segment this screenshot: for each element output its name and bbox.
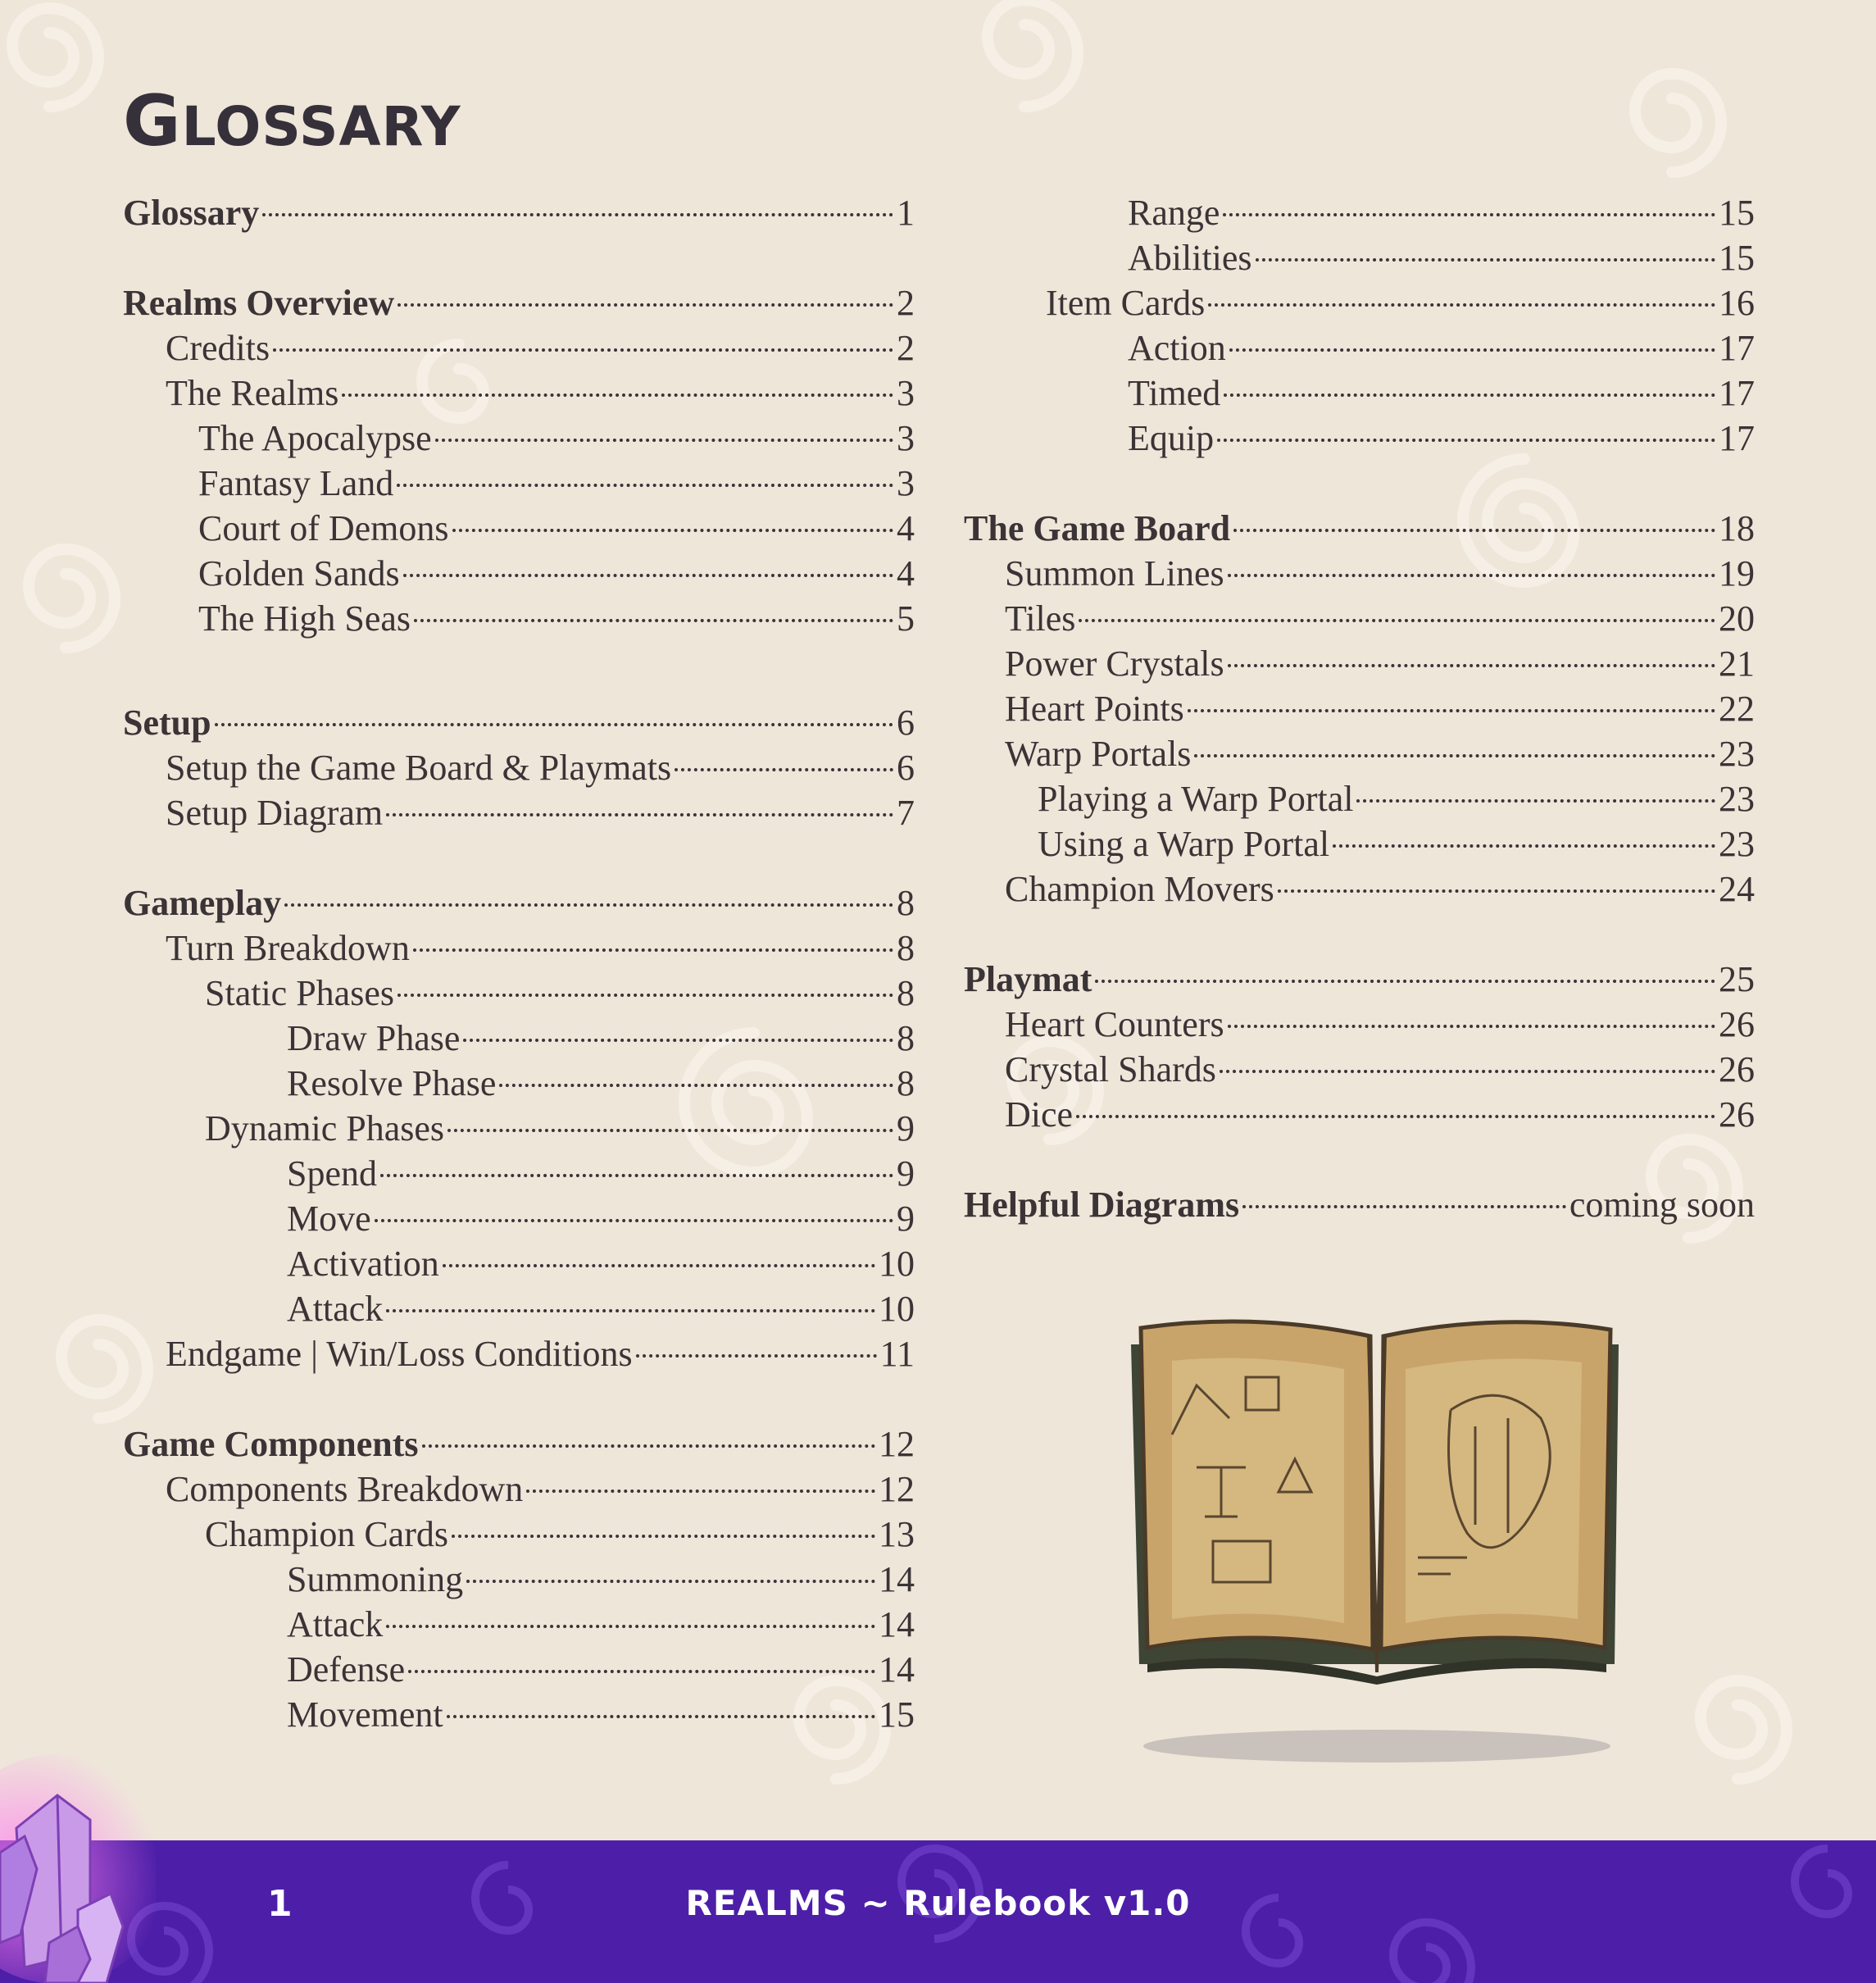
open-book-icon: [1123, 1312, 1631, 1771]
toc-leader-dots: [1228, 574, 1715, 577]
toc-entry-page: 12: [879, 1423, 915, 1464]
toc-entry-title: Resolve Phase: [287, 1062, 497, 1103]
toc-entry-using-a-warp-portal[interactable]: [1038, 821, 1755, 866]
toc-entry-title: Equip: [1128, 418, 1215, 458]
toc-entry-title: Crystal Shards: [1005, 1049, 1216, 1089]
toc-entry-title: Tiles: [1005, 598, 1076, 639]
toc-entry-page: 23: [1719, 734, 1755, 774]
toc-entry-title: Activation: [287, 1243, 439, 1284]
toc-entry-page: 8: [897, 882, 915, 923]
toc-entry-playmat[interactable]: [964, 957, 1755, 1002]
toc-leader-dots: [1356, 799, 1715, 803]
toc-entry-title: The Apocalypse: [198, 418, 432, 458]
toc-leader-dots: [386, 1625, 875, 1628]
toc-entry-page: 16: [1719, 283, 1755, 323]
toc-entry-page: 24: [1719, 869, 1755, 909]
toc-leader-dots: [1217, 439, 1715, 442]
toc-entry-setup-diagram[interactable]: [166, 790, 915, 835]
toc-entry-golden-sands[interactable]: [198, 551, 915, 596]
toc-entry-title: Range: [1128, 193, 1220, 233]
toc-entry-page: 18: [1719, 508, 1755, 548]
toc-entry-attack[interactable]: [287, 1602, 915, 1647]
toc-entry-title: Defense: [287, 1649, 406, 1690]
toc-entry-page: 12: [879, 1468, 915, 1509]
toc-entry-title: Attack: [287, 1603, 384, 1644]
toc-entry-abilities[interactable]: [1128, 235, 1755, 280]
toc-entry-move[interactable]: [287, 1196, 915, 1241]
toc-entry-page: 26: [1719, 1049, 1755, 1089]
toc-entry-champion-movers[interactable]: [1005, 866, 1755, 912]
toc-leader-dots: [443, 1264, 875, 1267]
toc-leader-dots: [1278, 889, 1715, 893]
toc-leader-dots: [422, 1444, 875, 1448]
toc-entry-page: 9: [897, 1198, 915, 1239]
toc-entry-title: Dynamic Phases: [205, 1107, 445, 1148]
toc-leader-dots: [1223, 213, 1715, 216]
toc-entry-range[interactable]: [1128, 190, 1755, 235]
toc-entry-page: 2: [897, 283, 915, 323]
toc-entry-title: Dice: [1005, 1094, 1074, 1135]
toc-entry-title: Helpful Diagrams: [964, 1185, 1240, 1225]
toc-entry-title: Components Breakdown: [166, 1468, 524, 1509]
toc-leader-dots: [526, 1490, 875, 1493]
toc-leader-dots: [375, 1219, 893, 1222]
toc-entry-page: 14: [879, 1603, 915, 1644]
toc-entry-title: Endgame | Win/Loss Conditions: [166, 1333, 633, 1374]
toc-entry-page: 8: [897, 972, 915, 1013]
toc-entry-page: 19: [1719, 553, 1755, 594]
toc-entry-page: 3: [897, 418, 915, 458]
toc-entry-title: Champion Cards: [205, 1513, 448, 1554]
toc-entry-page: 6: [897, 702, 915, 743]
toc-entry-page: 4: [897, 508, 915, 548]
toc-entry-movement[interactable]: [287, 1692, 915, 1737]
toc-entry-title: Golden Sands: [198, 553, 400, 594]
toc-entry-attack[interactable]: [287, 1286, 915, 1331]
toc-entry-page: 13: [879, 1513, 915, 1554]
toc-leader-dots: [413, 948, 893, 952]
toc-entry-page: 10: [879, 1243, 915, 1284]
toc-entry-resolve-phase[interactable]: [287, 1061, 915, 1106]
toc-entry-title: Static Phases: [205, 972, 394, 1013]
toc-entry-gameplay[interactable]: [123, 880, 915, 926]
toc-leader-dots: [1208, 303, 1715, 307]
toc-entry-title: Setup Diagram: [166, 792, 384, 833]
toc-entry-power-crystals[interactable]: [1005, 641, 1755, 686]
toc-entry-title: Summoning: [287, 1558, 464, 1599]
toc-leader-dots: [1233, 529, 1715, 532]
toc-leader-dots: [1224, 393, 1715, 397]
toc-entry-page: 9: [897, 1107, 915, 1148]
toc-leader-dots: [284, 903, 893, 907]
toc-entry-page: 14: [879, 1558, 915, 1599]
toc-entry-tiles[interactable]: [1005, 596, 1755, 641]
toc-entry-crystal-shards[interactable]: [1005, 1047, 1755, 1092]
toc-entry-title: Abilities: [1128, 238, 1252, 278]
toc-leader-dots: [262, 213, 893, 216]
toc-leader-dots: [1333, 844, 1715, 848]
toc-entry-summon-lines[interactable]: [1005, 551, 1755, 596]
toc-entry-the-game-board[interactable]: [964, 506, 1755, 551]
toc-entry-page: 23: [1719, 779, 1755, 819]
toc-entry-title: Move: [287, 1198, 371, 1239]
toc-entry-page: 17: [1719, 373, 1755, 413]
toc-leader-dots: [499, 1084, 893, 1087]
toc-entry-court-of-demons[interactable]: [198, 506, 915, 551]
toc-leader-dots: [397, 484, 893, 487]
toc-entry-dynamic-phases[interactable]: [205, 1106, 915, 1151]
toc-leader-dots: [447, 1129, 893, 1132]
toc-entry-page: 21: [1719, 644, 1755, 684]
toc-entry-title: Heart Points: [1005, 689, 1184, 729]
toc-entry-title: Warp Portals: [1005, 734, 1192, 774]
toc-entry-page: 7: [897, 792, 915, 833]
toc-leader-dots: [380, 1174, 893, 1177]
toc-leader-dots: [466, 1580, 875, 1583]
toc-entry-warp-portals[interactable]: [1005, 731, 1755, 776]
toc-entry-item-cards[interactable]: [1046, 280, 1755, 325]
toc-entry-page: 17: [1719, 418, 1755, 458]
toc-leader-dots: [1095, 980, 1715, 983]
toc-entry-page: 26: [1719, 1004, 1755, 1044]
toc-entry-spend[interactable]: [287, 1151, 915, 1196]
toc-leader-dots: [447, 1715, 875, 1718]
toc-leader-dots: [636, 1354, 877, 1358]
toc-entry-title: Setup the Game Board & Playmats: [166, 747, 672, 788]
toc-leader-dots: [1194, 754, 1715, 757]
toc-entry-title: Power Crystals: [1005, 644, 1224, 684]
toc-entry-the-realms[interactable]: [166, 371, 915, 416]
toc-entry-components-breakdown[interactable]: [166, 1467, 915, 1512]
toc-entry-page: 9: [897, 1153, 915, 1194]
toc-entry-the-apocalypse[interactable]: [198, 416, 915, 461]
toc-entry-title: Attack: [287, 1288, 384, 1329]
toc-entry-page: 15: [1719, 238, 1755, 278]
toc-entry-page: 8: [897, 1017, 915, 1058]
toc-entry-page: 4: [897, 553, 915, 594]
toc-leader-dots: [452, 529, 893, 532]
footer-bar: [0, 1840, 1876, 1983]
toc-entry-page: 3: [897, 373, 915, 413]
toc-entry-title: Playing a Warp Portal: [1038, 779, 1354, 819]
toc-entry-glossary[interactable]: [123, 190, 915, 235]
toc-entry-page: 10: [879, 1288, 915, 1329]
toc-entry-page: 23: [1719, 824, 1755, 864]
toc-entry-title: Draw Phase: [287, 1017, 461, 1058]
toc-entry-draw-phase[interactable]: [287, 1016, 915, 1061]
toc-entry-title: Game Components: [123, 1423, 419, 1464]
toc-entry-title: Champion Movers: [1005, 869, 1274, 909]
toc-leader-dots: [463, 1039, 893, 1042]
toc-entry-action[interactable]: [1128, 325, 1755, 371]
toc-entry-page: 22: [1719, 689, 1755, 729]
toc-entry-page: 6: [897, 747, 915, 788]
toc-leader-dots: [1220, 1070, 1715, 1073]
toc-leader-dots: [1229, 348, 1715, 352]
toc-leader-dots: [414, 619, 893, 622]
crystal-icon: [0, 1730, 156, 1983]
toc-entry-timed[interactable]: [1128, 371, 1755, 416]
toc-entry-page: 15: [1719, 193, 1755, 233]
toc-entry-heart-counters[interactable]: [1005, 1002, 1755, 1047]
toc-entry-defense[interactable]: [287, 1647, 915, 1692]
toc-entry-title: Item Cards: [1046, 283, 1206, 323]
toc-leader-dots: [435, 439, 893, 442]
toc-entry-page: 15: [879, 1694, 915, 1735]
toc-leader-dots: [215, 723, 893, 726]
toc-entry-title: Setup: [123, 702, 211, 743]
toc-entry-title: Credits: [166, 328, 270, 368]
toc-entry-title: The Realms: [166, 373, 339, 413]
toc-leader-dots: [386, 813, 893, 816]
toc-entry-heart-points[interactable]: [1005, 686, 1755, 731]
toc-entry-title: Action: [1128, 328, 1226, 368]
toc-entry-page: 5: [897, 598, 915, 639]
toc-entry-realms-overview[interactable]: [123, 280, 915, 325]
toc-entry-title: The High Seas: [198, 598, 411, 639]
page-title: GLOSSARY: [123, 80, 461, 162]
toc-entry-setup[interactable]: [123, 700, 915, 745]
toc-entry-page: 25: [1719, 959, 1755, 999]
toc-entry-title: Glossary: [123, 193, 260, 233]
toc-entry-page: 8: [897, 1062, 915, 1103]
toc-leader-dots: [675, 768, 893, 771]
toc-entry-page: 14: [879, 1649, 915, 1690]
toc-leader-dots: [403, 574, 893, 577]
toc-entry-the-high-seas[interactable]: [198, 596, 915, 641]
toc-entry-page: 2: [897, 328, 915, 368]
toc-entry-title: Heart Counters: [1005, 1004, 1224, 1044]
toc-entry-title: Realms Overview: [123, 283, 395, 323]
toc-entry-turn-breakdown[interactable]: [166, 926, 915, 971]
toc-leader-dots: [1242, 1205, 1566, 1208]
toc-entry-helpful-diagrams[interactable]: [964, 1182, 1755, 1227]
toc-entry-dice[interactable]: [1005, 1092, 1755, 1137]
toc-entry-page: 11: [879, 1333, 915, 1374]
toc-entry-champion-cards[interactable]: [205, 1512, 915, 1557]
toc-entry-title: The Game Board: [964, 508, 1231, 548]
toc-leader-dots: [1228, 1025, 1715, 1028]
toc-entry-summoning[interactable]: [287, 1557, 915, 1602]
toc-entry-title: Timed: [1128, 373, 1221, 413]
toc-entry-title: Summon Lines: [1005, 553, 1224, 594]
toc-leader-dots: [397, 303, 893, 307]
toc-entry-page: 26: [1719, 1094, 1755, 1135]
toc-entry-title: Movement: [287, 1694, 443, 1735]
toc-leader-dots: [386, 1309, 875, 1312]
toc-leader-dots: [452, 1535, 875, 1538]
toc-entry-page: 1: [897, 193, 915, 233]
toc-entry-game-components[interactable]: [123, 1421, 915, 1467]
toc-entry-endgame-win-loss-conditions[interactable]: [166, 1331, 915, 1376]
toc-leader-dots: [342, 393, 893, 397]
toc-leader-dots: [1228, 664, 1715, 667]
toc-entry-page: coming soon: [1569, 1185, 1755, 1225]
toc-entry-activation[interactable]: [287, 1241, 915, 1286]
toc-leader-dots: [408, 1670, 875, 1673]
page-number: 1: [267, 1883, 293, 1925]
toc-leader-dots: [1256, 258, 1715, 262]
toc-entry-title: Gameplay: [123, 882, 282, 923]
toc-entry-playing-a-warp-portal[interactable]: [1038, 776, 1755, 821]
toc-leader-dots: [273, 348, 893, 352]
toc-entry-page: 8: [897, 927, 915, 968]
toc-leader-dots: [397, 994, 893, 997]
toc-entry-title: Fantasy Land: [198, 463, 394, 503]
toc-entry-title: Court of Demons: [198, 508, 449, 548]
toc-entry-page: 17: [1719, 328, 1755, 368]
toc-entry-static-phases[interactable]: [205, 971, 915, 1016]
toc-entry-title: Spend: [287, 1153, 377, 1194]
toc-entry-title: Using a Warp Portal: [1038, 824, 1330, 864]
toc-entry-equip[interactable]: [1128, 416, 1755, 461]
toc-entry-page: 3: [897, 463, 915, 503]
toc-leader-dots: [1188, 709, 1715, 712]
footer-title: REALMS ~ Rulebook v1.0: [685, 1883, 1191, 1923]
toc-entry-fantasy-land[interactable]: [198, 461, 915, 506]
toc-entry-title: Turn Breakdown: [166, 927, 410, 968]
toc-entry-page: 20: [1719, 598, 1755, 639]
toc-entry-setup-the-game-board-playmats[interactable]: [166, 745, 915, 790]
toc-entry-title: Playmat: [964, 959, 1092, 999]
toc-leader-dots: [1076, 1115, 1715, 1118]
toc-leader-dots: [1079, 619, 1715, 622]
toc-entry-credits[interactable]: [166, 325, 915, 371]
